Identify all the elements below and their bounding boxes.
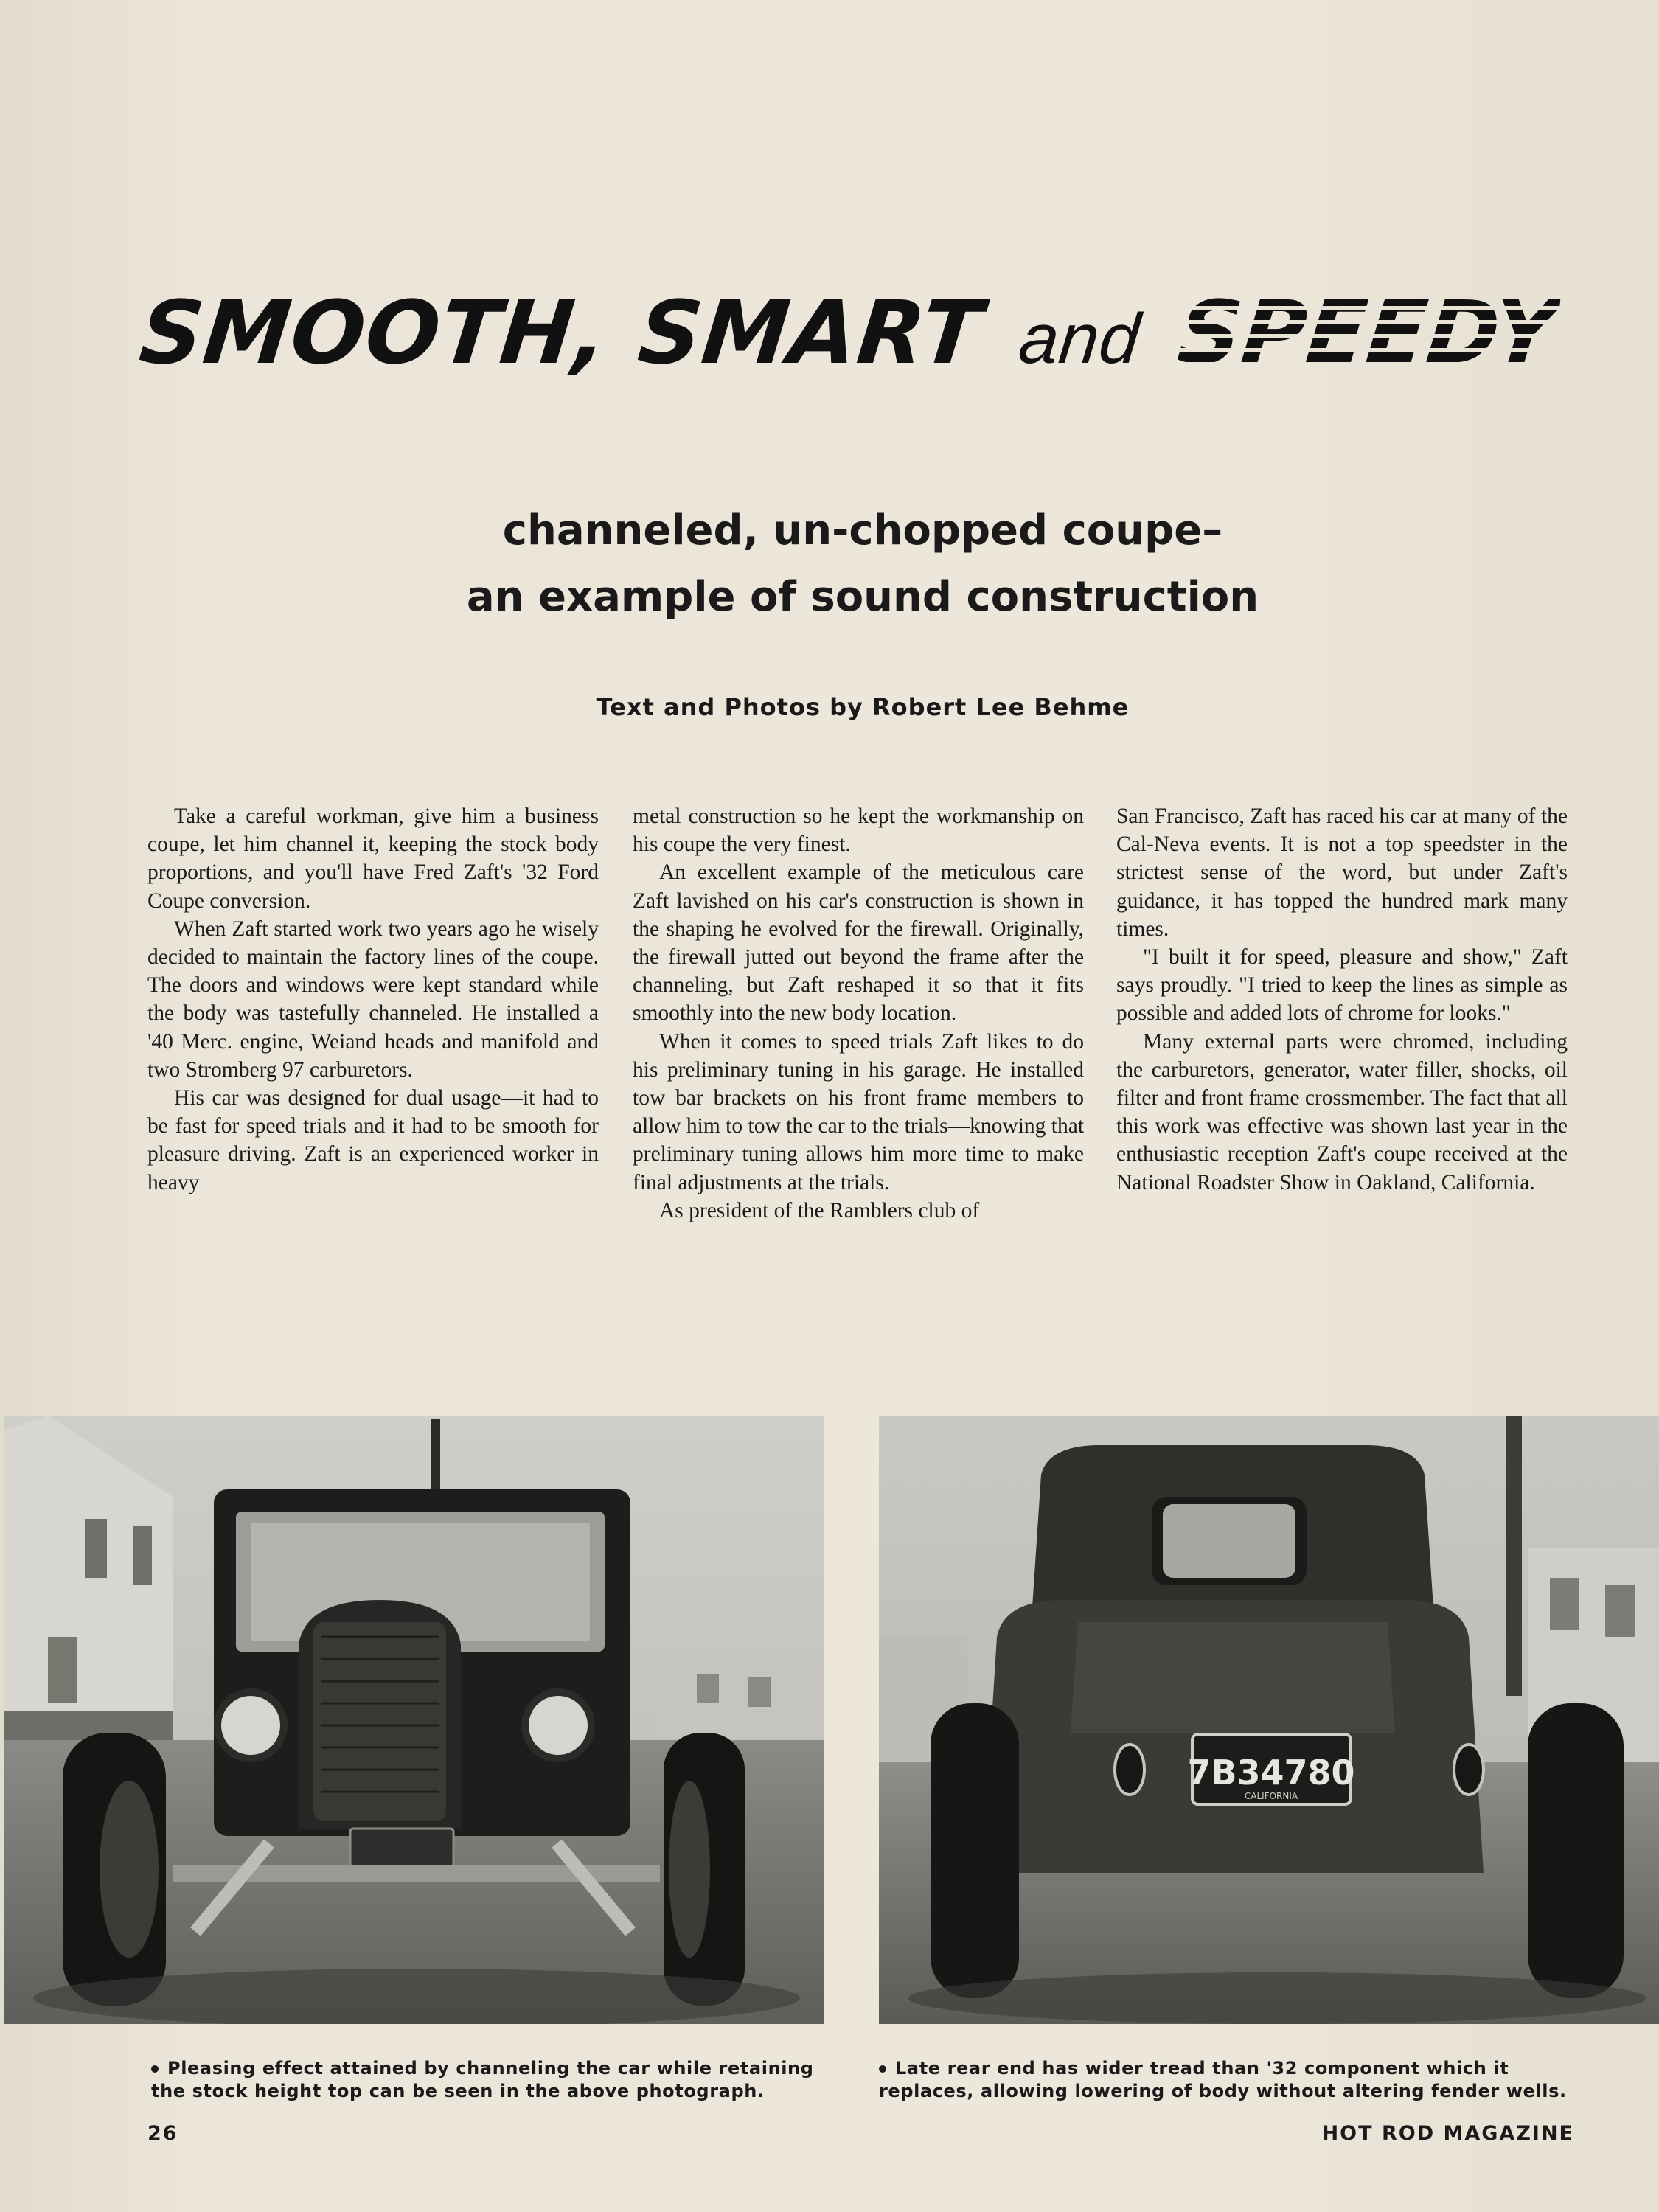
photo-front-view (4, 1416, 824, 2024)
photo-rear-view (879, 1416, 1659, 2024)
paragraph: Many external parts were chromed, including the carburetors, generator, water filler, shocks, oil filter and front frame crossmember. The fact that all this work was effective was shown last year in the enthusiastic reception Zaft's coupe received at the National Roadster Show in Oakland, California. (1116, 1029, 1568, 1194)
paragraph: When it comes to speed trials Zaft likes to do his preliminary tuning in his garage. He installed tow bar brackets on his front frame members to allow him to tow the car to the trials—knowing that preliminary tuning allows him more time to make final adjustments at the trials. (633, 1029, 1084, 1194)
caption-front-photo (151, 2057, 830, 2103)
page-number: 26 (147, 2122, 178, 2145)
title-smooth-smart: SMOOTH, SMART (135, 282, 987, 383)
paragraph: San Francisco, Zaft has raced his car at many of the Cal-Neva events. It is not a top speedster in the strictest sense of the word, but under Zaft's guidance, it has topped the hundred mark many times. (1116, 804, 1568, 941)
magazine-name: HOT ROD MAGAZINE (1321, 2122, 1574, 2145)
title-and: and (1015, 299, 1144, 378)
paragraph: His car was designed for dual usage—it had to be fast for speed trials and it had to be smooth for pleasure driving. Zaft is an experienced worker in heavy (147, 1086, 599, 1194)
body-column-2 (633, 802, 1084, 1289)
paragraph: When Zaft started work two years ago he wisely decided to maintain the factory lines of the coupe. The doors and windows were kept standard while the body was tastefully channeled. He installed a '40 Merc. engine, Weiand heads and manifold and two Stromberg 97 carburetors. (147, 917, 599, 1082)
article-subtitle (413, 498, 1312, 630)
paragraph: "I built it for speed, pleasure and show," Zaft says proudly. "I tried to keep the lines as simple as possible and added lots of chrome for looks." (1116, 945, 1568, 1026)
paragraph: As president of the Ramblers club of (659, 1198, 980, 1222)
license-plate-number: 7B34780 (1187, 1753, 1355, 1792)
caption-text: Pleasing effect attained by channeling the car while retaining the stock height top can be seen in the above photograph. (151, 2058, 814, 2101)
title-speedy: SPEEDY (1173, 282, 1563, 383)
caption-text: Late rear end has wider tread than '32 component which it replaces, allowing lowering of body without altering fender wells. (879, 2058, 1567, 2101)
paragraph: Take a careful workman, give him a business coupe, let him channel it, keeping the stock body proportions, and you'll have Fred Zaft's '32 Ford Coupe conversion. (147, 804, 599, 913)
subtitle-line-2: an example of sound construction (466, 573, 1259, 621)
bullet-icon (879, 2065, 886, 2073)
caption-rear-photo (879, 2057, 1587, 2103)
paragraph: metal construction so he kept the workmanship on his coupe the very finest. (633, 804, 1084, 857)
byline: Text and Photos by Robert Lee Behme (596, 693, 1130, 721)
body-column-1 (147, 802, 599, 1289)
article-title (134, 282, 1606, 392)
license-plate-state: CALIFORNIA (1244, 1791, 1298, 1801)
bullet-icon (151, 2065, 159, 2073)
paragraph: An excellent example of the meticulous care Zaft lavished on his car's construction is shown in the shaping he evolved for the firewall. Originally, the firewall jutted out beyond the frame after the channeling, but Zaft reshaped it so that it fits smoothly into the new body location. (633, 860, 1084, 1026)
body-column-3 (1116, 802, 1568, 1289)
subtitle-line-1: channeled, un-chopped coupe– (502, 507, 1223, 554)
